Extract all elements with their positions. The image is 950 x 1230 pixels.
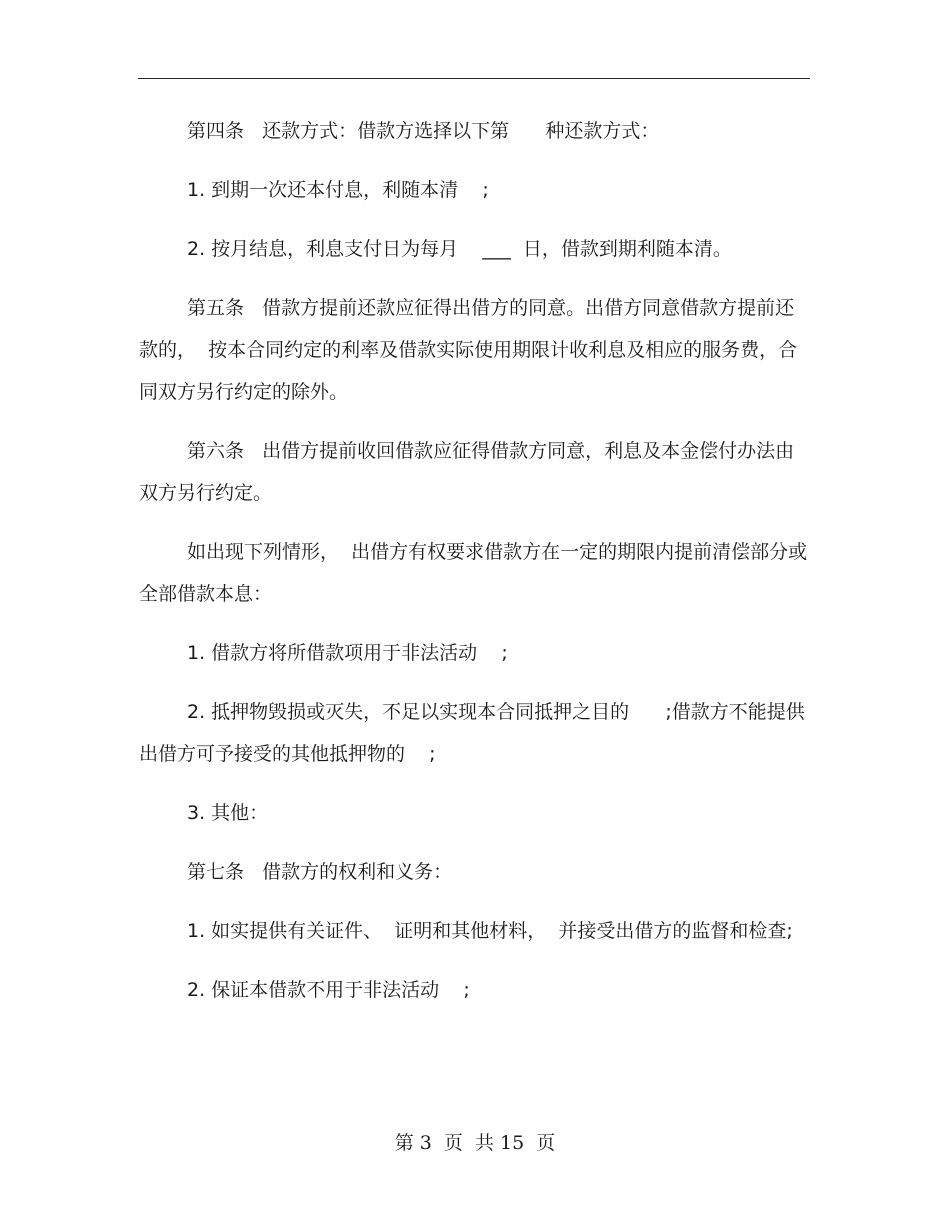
paragraph-condition-1: 1. 借款方将所借款项用于非法活动 ; (187, 642, 508, 664)
paragraph-article-4: 第四条 还款方式：借款方选择以下第 种还款方式： (187, 120, 660, 142)
paragraph-article-6: 第六条 出借方提前收回借款应征得借款方同意，利息及本金偿付办法由双方另行约定。 (139, 440, 795, 504)
paragraph-obligation-1: 1. 如实提供有关证件、 证明和其他材料， 并接受出借方的监督和检查; (187, 920, 793, 942)
paragraph-condition-3: 3. 其他： (187, 802, 269, 824)
header-divider (138, 78, 810, 79)
paragraph-repayment-option-2: 2. 按月结息，利息支付日为每月 ___ 日，借款到期利随本清。 (187, 238, 732, 260)
paragraph-repayment-option-1: 1. 到期一次还本付息，利随本清 ; (187, 179, 489, 201)
paragraph-article-5: 第五条 借款方提前还款应征得出借方的同意。出借方同意借款方提前还款的， 按本合同约定的利率及借款实际使用期限计收利息及相应的服务费，合同双方另行约定的除外。 (139, 297, 798, 403)
contract-body (139, 110, 811, 1011)
paragraph-condition-2: 2. 抵押物毁损或灭失，不足以实现本合同抵押之目的 ;借款方不能提供出借方可予接受的其他抵押物的 ; (139, 701, 805, 765)
paragraph-article-7: 第七条 借款方的权利和义务： (187, 861, 453, 883)
paragraph-early-recall-conditions: 如出现下列情形， 出借方有权要求借款方在一定的期限内提前清偿部分或全部借款本息： (139, 541, 808, 605)
page-number-footer: 第 3 页 共 15 页 (394, 1132, 556, 1154)
paragraph-obligation-2: 2. 保证本借款不用于非法活动 ; (187, 979, 470, 1001)
